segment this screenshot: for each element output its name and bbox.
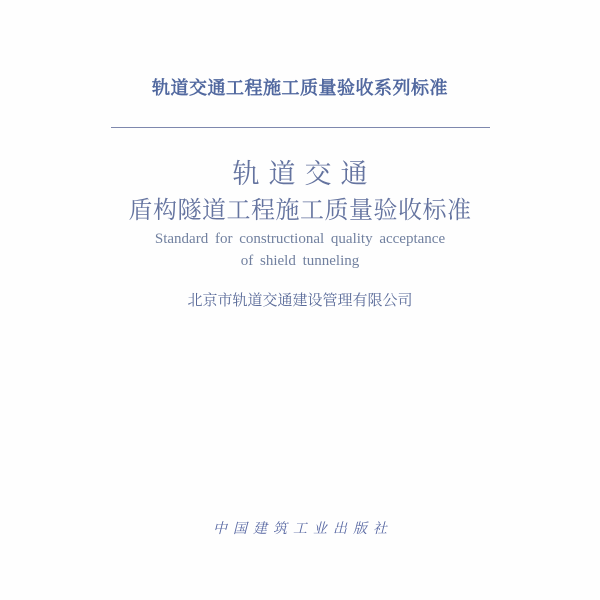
divider-line [111, 127, 490, 128]
main-title-line1: 轨道交通 [232, 159, 377, 189]
english-title-line1: Standard for constructional quality acceptance [154, 231, 446, 247]
main-title-line2: 盾构隧道工程施工质量验收标准 [128, 198, 472, 224]
series-title: 轨道交通工程施工质量验收系列标准 [152, 78, 448, 98]
english-title-line2: of shield tunneling [240, 253, 360, 269]
publisher-imprint: 中国建筑工业出版社 [213, 522, 393, 537]
issuing-organization: 北京市轨道交通建设管理有限公司 [187, 293, 413, 309]
